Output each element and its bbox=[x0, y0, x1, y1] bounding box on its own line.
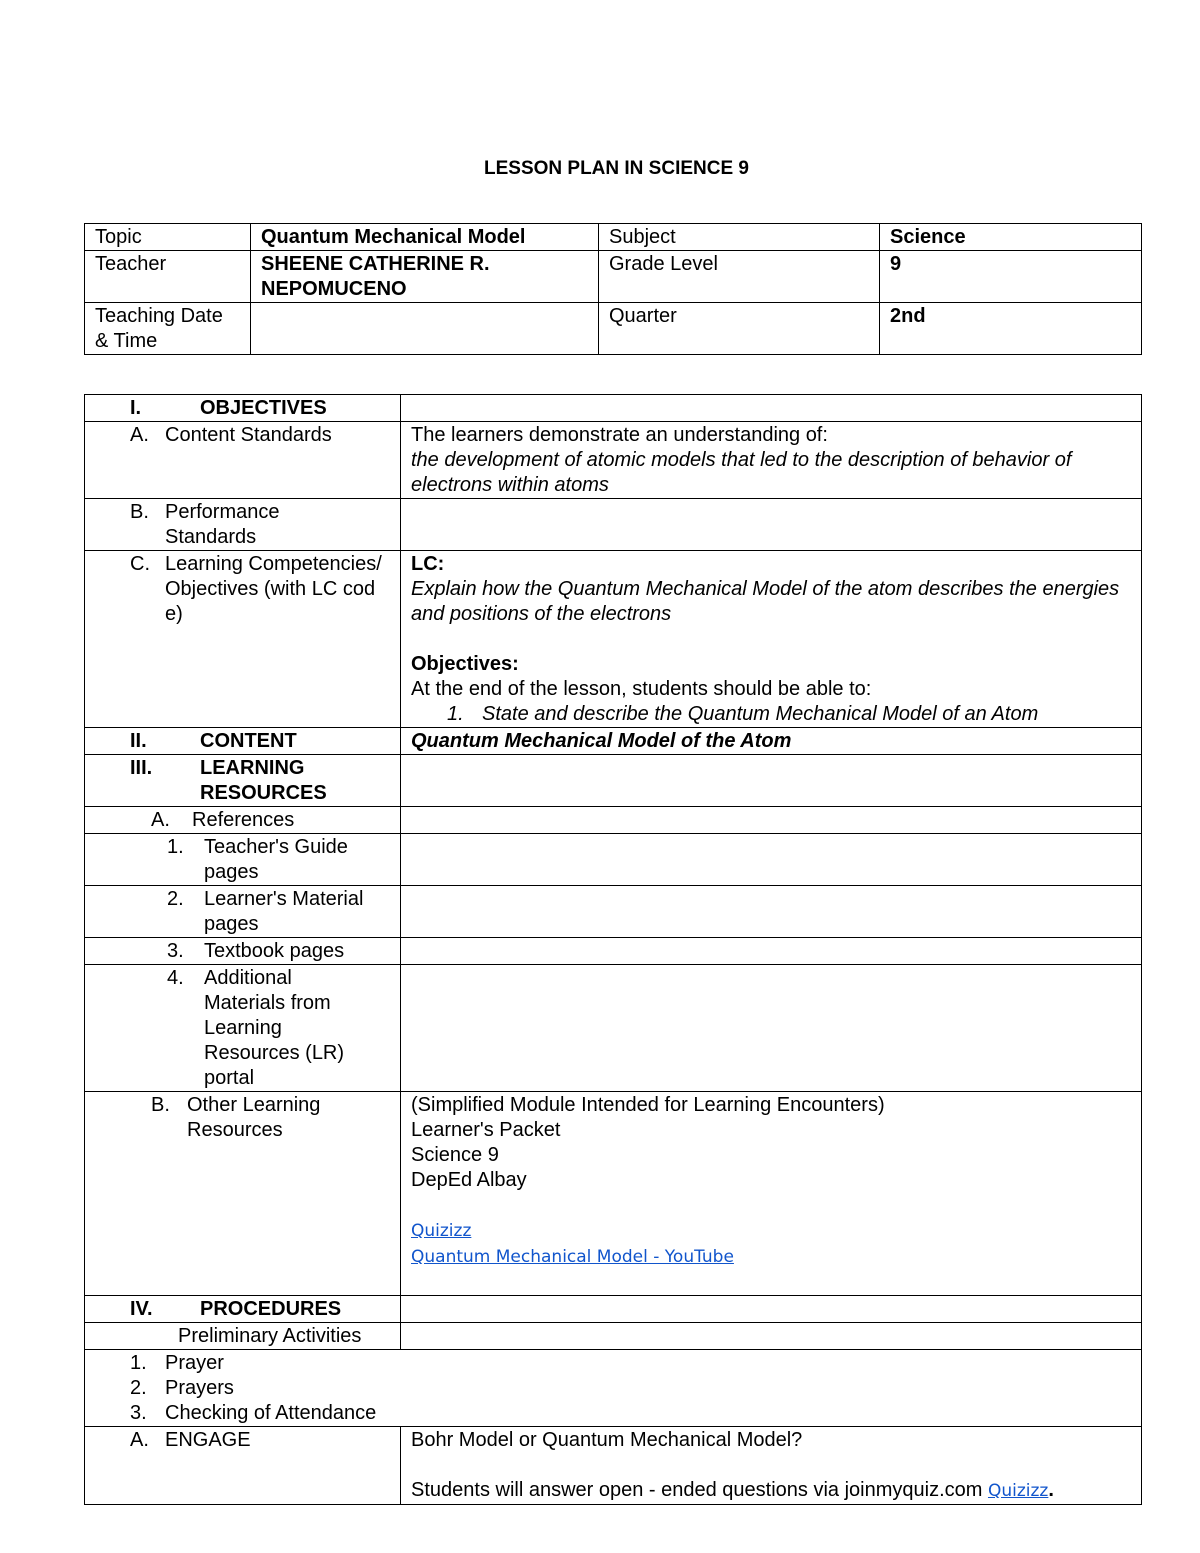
other-resource-line: (Simplified Module Intended for Learning Encounters) bbox=[411, 1094, 885, 1116]
grade-value: 9 bbox=[880, 251, 1142, 303]
info-row-topic bbox=[85, 224, 1142, 251]
engage-row bbox=[85, 1427, 1142, 1505]
performance-standards-label-cell bbox=[85, 499, 401, 551]
objectives-heading bbox=[85, 395, 401, 422]
content-standards-row bbox=[85, 422, 1142, 499]
reference-row bbox=[85, 886, 1142, 938]
quizizz-link[interactable]: Quizizz bbox=[411, 1221, 472, 1241]
empty-cell bbox=[401, 965, 1142, 1092]
reference-label: Teacher's Guide pages bbox=[204, 836, 348, 883]
other-resources-label-cell bbox=[85, 1092, 401, 1296]
learning-competencies-label-cell bbox=[85, 551, 401, 728]
objectives-title: OBJECTIVES bbox=[200, 397, 327, 419]
list-item-label: Prayers bbox=[165, 1377, 234, 1399]
performance-standards-row bbox=[85, 499, 1142, 551]
reference-label-cell bbox=[85, 834, 401, 886]
list-marker: B. bbox=[151, 1094, 170, 1116]
empty-cell bbox=[401, 834, 1142, 886]
other-resource-line: Science 9 bbox=[411, 1144, 499, 1166]
objectives-num: I. bbox=[130, 397, 142, 419]
engage-text-line bbox=[411, 1478, 1131, 1504]
performance-standards-label: Performance Standards bbox=[165, 501, 280, 548]
document-title: LESSON PLAN IN SCIENCE 9 bbox=[484, 158, 749, 179]
topic-label: Topic bbox=[85, 224, 251, 251]
list-item-label: Checking of Attendance bbox=[165, 1402, 377, 1424]
content-standards-value bbox=[401, 422, 1142, 499]
empty-cell bbox=[401, 395, 1142, 422]
date-label-line1: Teaching Date bbox=[95, 305, 223, 327]
content-num: II. bbox=[130, 730, 147, 752]
grade-label: Grade Level bbox=[599, 251, 880, 303]
content-standards-label: Content Standards bbox=[165, 424, 332, 446]
references-label: References bbox=[192, 809, 295, 831]
engage-question: Bohr Model or Quantum Mechanical Model? bbox=[411, 1429, 803, 1451]
objectives-label: Objectives: bbox=[411, 653, 519, 675]
subject-value: Science bbox=[880, 224, 1142, 251]
content-value: Quantum Mechanical Model of the Atom bbox=[401, 728, 1142, 755]
preliminary-row bbox=[85, 1323, 1142, 1350]
list-marker: 1. bbox=[130, 1352, 147, 1374]
list-item bbox=[130, 1401, 1131, 1426]
engage-quizizz-link[interactable]: Quizizz bbox=[987, 1481, 1049, 1501]
empty-cell bbox=[401, 1296, 1142, 1323]
empty-cell bbox=[401, 938, 1142, 965]
list-item bbox=[130, 1351, 1131, 1376]
list-marker: B. bbox=[130, 501, 149, 523]
list-marker: 2. bbox=[130, 1377, 147, 1399]
content-standards-label-cell bbox=[85, 422, 401, 499]
empty-cell bbox=[401, 499, 1142, 551]
date-label bbox=[85, 303, 251, 355]
other-resources-label: Other Learning Resources bbox=[187, 1094, 321, 1141]
info-row-date bbox=[85, 303, 1142, 355]
engage-value bbox=[401, 1427, 1142, 1505]
procedures-row bbox=[85, 1296, 1142, 1323]
procedures-num: IV. bbox=[130, 1298, 153, 1320]
references-row bbox=[85, 807, 1142, 834]
list-marker: A. bbox=[130, 1429, 149, 1451]
list-item bbox=[130, 1376, 1131, 1401]
learning-resources-heading bbox=[85, 755, 401, 807]
teacher-value-line1: SHEENE CATHERINE R. bbox=[261, 253, 490, 275]
objectives-intro: At the end of the lesson, students should be able to: bbox=[411, 678, 872, 700]
reference-label: Learner's Material pages bbox=[204, 888, 364, 935]
content-heading bbox=[85, 728, 401, 755]
learning-resources-num: III. bbox=[130, 757, 153, 779]
reference-row bbox=[85, 834, 1142, 886]
content-standards-text: the development of atomic models that led to the description of behavior of electrons within atoms bbox=[411, 449, 1072, 496]
youtube-link[interactable]: Quantum Mechanical Model - YouTube bbox=[411, 1247, 734, 1267]
objective-item: State and describe the Quantum Mechanical Model of an Atom bbox=[482, 703, 1039, 725]
list-marker: A. bbox=[130, 424, 149, 446]
other-resource-line: DepEd Albay bbox=[411, 1169, 527, 1191]
learning-competencies-label: Learning Competencies/Objectives (with LC code) bbox=[165, 553, 382, 625]
reference-row bbox=[85, 938, 1142, 965]
preliminary-label: Preliminary Activities bbox=[85, 1323, 401, 1350]
teacher-value-line2: NEPOMUCENO bbox=[261, 278, 407, 300]
learning-resources-row bbox=[85, 755, 1142, 807]
references-label-cell bbox=[85, 807, 401, 834]
list-marker: 1. bbox=[167, 836, 184, 858]
reference-label-cell bbox=[85, 938, 401, 965]
engage-label: ENGAGE bbox=[165, 1429, 251, 1451]
reference-label: Additional Materials from Learning Resources (LR) portal bbox=[204, 967, 345, 1089]
content-standards-intro: The learners demonstrate an understanding of: bbox=[411, 424, 828, 446]
date-label-line2: & Time bbox=[95, 330, 158, 352]
lc-label: LC: bbox=[411, 553, 445, 575]
other-resources-value bbox=[401, 1092, 1142, 1296]
empty-cell bbox=[401, 886, 1142, 938]
empty-cell bbox=[401, 1323, 1142, 1350]
reference-label-cell bbox=[85, 886, 401, 938]
learning-competencies-value bbox=[401, 551, 1142, 728]
info-row-teacher bbox=[85, 251, 1142, 303]
procedures-title: PROCEDURES bbox=[200, 1298, 342, 1320]
lesson-table bbox=[84, 394, 1142, 1505]
list-marker: 3. bbox=[130, 1402, 147, 1424]
engage-text: Students will answer open - ended questions via joinmyquiz.com bbox=[411, 1479, 983, 1501]
engage-label-cell bbox=[85, 1427, 401, 1505]
engage-period: . bbox=[1048, 1479, 1054, 1501]
reference-row bbox=[85, 965, 1142, 1092]
procedures-heading bbox=[85, 1296, 401, 1323]
info-table bbox=[84, 223, 1142, 355]
lc-text: Explain how the Quantum Mechanical Model of the atom describes the energies and positions of the electrons bbox=[411, 578, 1120, 625]
content-row bbox=[85, 728, 1142, 755]
objectives-header-row bbox=[85, 395, 1142, 422]
preliminary-items bbox=[85, 1350, 1142, 1427]
list-marker: 1. bbox=[447, 703, 464, 725]
preliminary-items-row bbox=[85, 1350, 1142, 1427]
subject-label: Subject bbox=[599, 224, 880, 251]
list-item-label: Prayer bbox=[165, 1352, 224, 1374]
date-value bbox=[251, 303, 599, 355]
quarter-value: 2nd bbox=[880, 303, 1142, 355]
list-marker: 2. bbox=[167, 888, 184, 910]
other-resource-line: Learner's Packet bbox=[411, 1119, 561, 1141]
list-marker: 4. bbox=[167, 967, 184, 989]
learning-competencies-row bbox=[85, 551, 1142, 728]
teacher-label: Teacher bbox=[85, 251, 251, 303]
other-resources-row bbox=[85, 1092, 1142, 1296]
empty-cell bbox=[401, 807, 1142, 834]
teacher-value bbox=[251, 251, 599, 303]
reference-label: Textbook pages bbox=[204, 940, 345, 962]
quarter-label: Quarter bbox=[599, 303, 880, 355]
reference-label-cell bbox=[85, 965, 401, 1092]
list-marker: C. bbox=[130, 553, 150, 575]
topic-value: Quantum Mechanical Model bbox=[251, 224, 599, 251]
empty-cell bbox=[401, 755, 1142, 807]
content-title: CONTENT bbox=[200, 730, 297, 752]
list-marker: A. bbox=[151, 809, 170, 831]
learning-resources-title: LEARNING RESOURCES bbox=[200, 757, 327, 804]
list-marker: 3. bbox=[167, 940, 184, 962]
